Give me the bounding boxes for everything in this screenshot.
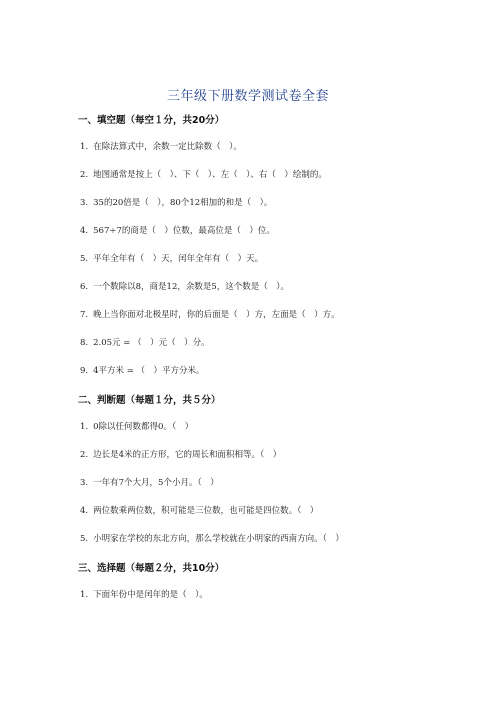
question-item: [80, 476, 219, 488]
question-text: 2.05元 = （ ）元（ ）分。: [93, 338, 210, 348]
question-item: [80, 168, 327, 180]
question-number: 2.: [80, 450, 89, 460]
question-item: [80, 280, 289, 292]
question-number: 9.: [80, 366, 89, 376]
question-number: 8.: [80, 338, 89, 348]
question-number: 5.: [80, 254, 89, 264]
question-item: [80, 504, 318, 516]
question-text: 567÷7的商是（ ）位数，最高位是（ ）位。: [93, 226, 275, 236]
question-number: 1.: [80, 422, 89, 432]
question-text: 在除法算式中，余数一定比除数（ ）。: [93, 142, 242, 152]
question-item: [80, 588, 208, 600]
question-text: 下面年份中是闰年的是（ ）。: [93, 590, 208, 600]
question-number: 5.: [80, 534, 89, 544]
question-number: 1.: [80, 142, 89, 152]
question-text: 35的20倍是（ ），80个12相加的和是（ ）。: [93, 198, 273, 208]
question-text: 两位数乘两位数，积可能是三位数，也可能是四位数。（ ）: [93, 506, 319, 516]
question-item: [80, 448, 281, 460]
question-text: 4平方米 = （ ）平方分米。: [93, 366, 205, 376]
question-item: [80, 336, 210, 348]
section-heading-fill-in: 一、填空题（每空１分，共20分）: [78, 115, 225, 126]
section-heading-multiple-choice: 三、选择题（每题２分，共10分）: [78, 563, 225, 574]
document-title: 三年级下册数学测试卷全套: [166, 89, 329, 104]
question-text: 0除以任何数都得0。（ ）: [93, 422, 194, 432]
question-number: 3.: [80, 478, 89, 488]
question-item: [80, 364, 205, 376]
question-text: 一个数除以8，商是12，余数是5，这个数是（ ）。: [93, 282, 290, 292]
question-text: 地图通常是按上（ ）、下（ ）、左（ ）、右（ ）绘制的。: [93, 170, 327, 180]
question-item: [80, 532, 344, 544]
question-number: 6.: [80, 282, 89, 292]
question-item: [80, 308, 340, 320]
question-text: 一年有7个大月，5个小月。（ ）: [93, 478, 219, 488]
question-number: 3.: [80, 198, 89, 208]
question-item: [80, 140, 242, 152]
question-item: [80, 252, 263, 264]
question-text: 边长是4米的正方形，它的周长和面积相等。（ ）: [93, 450, 282, 460]
question-text: 平年全年有（ ）天，闰年全年有（ ）天。: [93, 254, 264, 264]
question-number: 7.: [80, 310, 89, 320]
question-number: 2.: [80, 170, 89, 180]
question-item: [80, 224, 275, 236]
question-number: 1.: [80, 590, 89, 600]
question-item: [80, 420, 193, 432]
question-item: [80, 196, 272, 208]
question-text: 晚上当你面对北极星时，你的后面是（ ）方，左面是（ ）方。: [93, 310, 340, 320]
question-number: 4.: [80, 226, 89, 236]
question-number: 4.: [80, 506, 89, 516]
question-text: 小明家在学校的东北方向，那么学校就在小明家的西南方向。（ ）: [93, 534, 344, 544]
section-heading-true-false: 二、判断题（每题１分，共５分）: [78, 395, 221, 406]
